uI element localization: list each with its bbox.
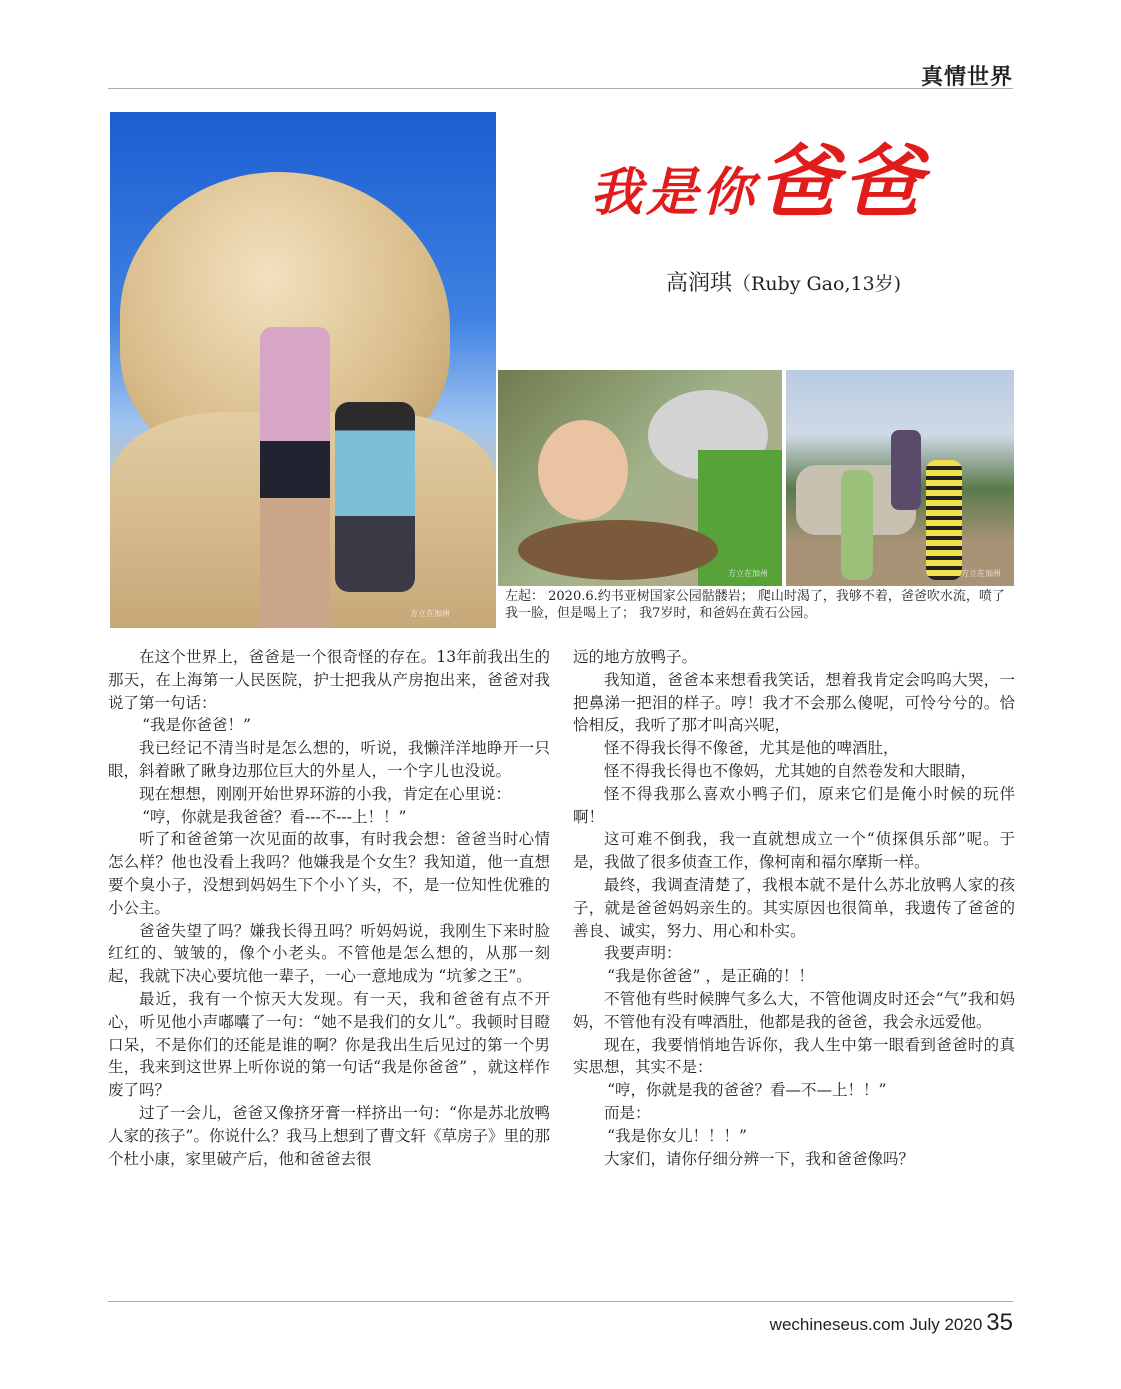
paragraph: 最终，我调查清楚了，我根本就不是什么苏北放鸭人家的孩子，就是爸爸妈妈亲生的。其实原因也很简单，我遗传了爸爸的善良、诚实，努力、用心和朴实。: [573, 875, 1015, 940]
paragraph: 现在想想，刚刚开始世界环游的小我，肯定在心里说：: [139, 784, 512, 803]
section-title: 真情世界: [920, 65, 1013, 90]
watermark-1: 方立在加州: [410, 609, 450, 618]
title-small: 我是你: [590, 162, 759, 223]
paragraph: 怪不得我长得不像爸，尤其是他的啤酒肚，: [604, 739, 899, 758]
article-title: [590, 118, 926, 233]
author-name: 高润琪: [666, 271, 733, 296]
photo-caption: 左起： 2020.6.约书亚树国家公园骷髅岩； 爬山时渴了，我够不着，爸爸吹水流，喷了我一脸，但是喝上了； 我7岁时，和爸妈在黄石公园。: [505, 589, 1005, 621]
paragraph: “哼，你就是我的爸爸？看—不—上！！”: [607, 1081, 887, 1100]
column-right: [573, 646, 1015, 1170]
paragraph: “我是你爸爸！”: [142, 716, 251, 735]
paragraph: 爸爸失望了吗？嫌我长得丑吗？听妈妈说，我刚生下来时脸红红的、皱皱的，像个小老头。不管他是怎么想的，从那一刻起，我就下决心要坑他一辈子，一心一意地成为 “坑爹之王”。: [108, 921, 550, 986]
bottom-rule: [108, 1301, 1013, 1302]
paragraph: 我已经记不清当时是怎么想的，听说，我懒洋洋地睁开一只眼，斜着瞅了瞅身边那位巨大的外星人，一个字儿也没说。: [108, 739, 550, 780]
photo-water-fountain: [498, 370, 782, 586]
watermark-2: 方立在加州: [728, 569, 768, 578]
paragraph: “哼，你就是我爸爸？看---不---上！！”: [142, 807, 407, 826]
paragraph: “我是你爸爸” ，是正确的！！: [607, 967, 814, 986]
author-byline: [666, 266, 901, 297]
father-shape: [926, 460, 962, 580]
paragraph: 这可难不倒我，我一直就想成立一个“侦探俱乐部”呢。于是，我做了很多侦查工作，像柯南和福尔摩斯一样。: [573, 830, 1015, 872]
paragraph: 过了一会儿，爸爸又像挤牙膏一样挤出一句：“你是苏北放鸭人家的孩子”。你说什么？我马上想到了曹文轩《草房子》里的那个杜小康，家里破产后，他和爸爸去很: [108, 1103, 550, 1168]
paragraph: 远的地方放鸭子。: [573, 648, 698, 666]
mother-shape: [841, 470, 873, 580]
paragraph: 我要声明：: [604, 944, 682, 963]
paragraph: 不管他有些时候脾气多么大，不管他调皮时还会“气”我和妈妈，不管他有没有啤酒肚，他都是我的爸爸，我会永远爱他。: [573, 989, 1015, 1031]
paragraph: 怪不得我长得也不像妈，尤其她的自然卷发和大眼睛，: [604, 761, 977, 780]
paragraph: 最近，我有一个惊天大发现。有一天，我和爸爸有点不开心，听见他小声嘟囔了一句：“她不是我们的女儿”。我顿时目瞪口呆，不是你们的还能是谁的啊？你是我出生后见过的第一个男生，我来到这世界上听你说的第一句话“我是你爸爸” ，就这样作废了吗？: [108, 989, 550, 1100]
page-number: 35: [986, 1309, 1013, 1336]
father-figure: [335, 402, 415, 592]
paragraph: 怪不得我那么喜欢小鸭子们，原来它们是俺小时候的玩伴啊！: [573, 784, 1015, 826]
author-en: （Ruby Gao,13岁): [732, 273, 902, 295]
title-big: 爸爸: [758, 135, 927, 229]
paragraph: 而是：: [604, 1103, 651, 1122]
footer-site: wechineseus.com July 2020: [769, 1315, 983, 1334]
rider-shape: [891, 430, 921, 510]
paragraph: 在这个世界上，爸爸是一个很奇怪的存在。13年前我出生的那天，在上海第一人民医院，护士把我从产房抱出来，爸爸对我说了第一句话：: [108, 648, 550, 712]
child-face-shape: [538, 420, 628, 520]
paragraph: 大家们，请你仔细分辨一下，我和爸爸像吗？: [604, 1149, 915, 1168]
paragraph: “我是你女儿！！！”: [607, 1126, 747, 1145]
photo-skull-rock: [110, 112, 496, 628]
fountain-basin-shape: [518, 520, 718, 580]
top-rule: [108, 88, 1013, 89]
paragraph: 现在，我要悄悄地告诉你，我人生中第一眼看到爸爸时的真实思想，其实不是：: [573, 1035, 1015, 1077]
watermark-3: 方立在加州: [961, 569, 1001, 578]
paragraph: 听了和爸爸第一次见面的故事，有时我会想：爸爸当时心情怎么样？他也没看上我吗？他嫌我是个女生？我知道，他一直想要个臭小子，没想到妈妈生下个小丫头，不，是一位知性优雅的小公主。: [108, 830, 550, 917]
green-shirt-shape: [698, 450, 782, 586]
girl-figure: [260, 327, 330, 628]
column-left: [108, 646, 550, 1170]
paragraph: 我知道，爸爸本来想看我笑话，想着我肯定会呜呜大哭，一把鼻涕一把泪的样子。哼！我才不会那么傻呢，可怜兮兮的。恰恰相反，我听了那才叫高兴呢，: [573, 670, 1015, 735]
photo-yellowstone: [786, 370, 1014, 586]
page-footer: [770, 1309, 1013, 1337]
